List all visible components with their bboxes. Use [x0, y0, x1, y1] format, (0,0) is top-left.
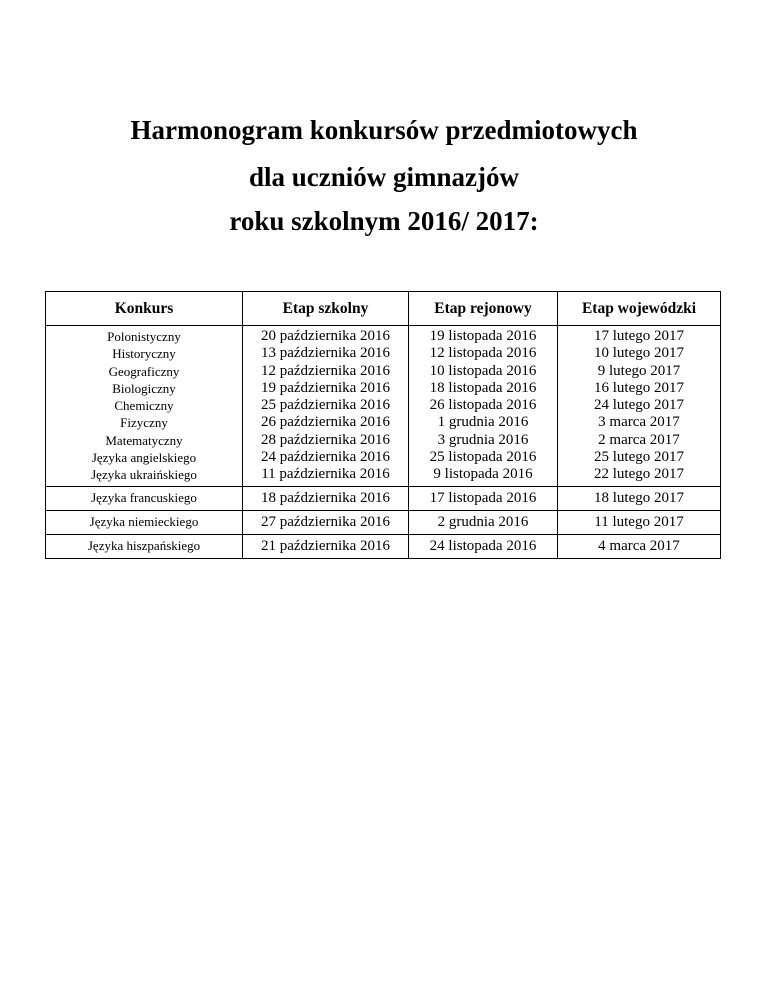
etap-rejonowy-value: 18 listopada 2016 — [429, 379, 537, 396]
konkurs-cell: Języka niemieckiego — [46, 510, 243, 534]
table-header-row — [46, 292, 721, 326]
header-etap-rejonowy: Etap rejonowy — [409, 292, 558, 326]
etap-wojewodzki-cell: 4 marca 2017 — [558, 534, 721, 558]
etap-rejonowy-value: 19 listopada 2016 — [429, 328, 537, 344]
etap-rejonowy-cell: 2 grudnia 2016 — [409, 510, 558, 534]
konkurs-cell-group — [46, 326, 243, 487]
etap-szkolny-value: 28 października 2016 — [260, 431, 391, 448]
etap-szkolny-value: 11 października 2016 — [261, 466, 390, 483]
header-etap-szkolny: Etap szkolny — [243, 292, 409, 326]
etap-wojewodzki-value: 25 lutego 2017 — [594, 449, 684, 466]
konkurs-value: Polonistyczny — [107, 329, 181, 344]
etap-szkolny-value: 12 października 2016 — [260, 362, 391, 379]
etap-rejonowy-value: 10 listopada 2016 — [429, 362, 537, 379]
etap-rejonowy-value: 25 listopada 2016 — [429, 449, 537, 466]
etap-rejonowy-value: 3 grudnia 2016 — [437, 431, 529, 448]
konkurs-value: Języka angielskiego — [91, 450, 197, 466]
etap-wojewodzki-value: 24 lutego 2017 — [594, 397, 684, 414]
etap-szkolny-value: 24 października 2016 — [260, 449, 391, 466]
etap-szkolny-cell: 27 października 2016 — [243, 510, 409, 534]
etap-szkolny-cell: 18 października 2016 — [243, 486, 409, 510]
etap-wojewodzki-value: 2 marca 2017 — [598, 431, 680, 448]
table-row — [46, 486, 721, 510]
table-row-group — [46, 326, 721, 487]
wojewodzki-cell-group — [558, 326, 721, 487]
etap-szkolny-value: 19 października 2016 — [260, 379, 391, 396]
etap-rejonowy-value: 1 grudnia 2016 — [437, 414, 529, 431]
konkurs-value: Fizyczny — [120, 415, 168, 431]
konkurs-value: Historyczny — [112, 346, 176, 362]
konkurs-cell: Języka francuskiego — [46, 486, 243, 510]
header-konkurs: Konkurs — [46, 292, 243, 326]
etap-szkolny-value: 20 października 2016 — [260, 328, 391, 344]
header-etap-wojewodzki: Etap wojewódzki — [558, 292, 721, 326]
etap-wojewodzki-value: 16 lutego 2017 — [594, 379, 684, 396]
konkurs-value: Chemiczny — [114, 398, 174, 414]
etap-rejonowy-cell: 17 listopada 2016 — [409, 486, 558, 510]
etap-wojewodzki-value: 22 lutego 2017 — [594, 466, 684, 483]
konkurs-value: Geograficzny — [108, 363, 180, 379]
etap-rejonowy-value: 12 listopada 2016 — [429, 345, 537, 362]
etap-szkolny-value: 25 października 2016 — [260, 397, 391, 414]
etap-wojewodzki-value: 10 lutego 2017 — [594, 345, 684, 362]
document-title-line-1: Harmonogram konkursów przedmiotowych — [130, 115, 638, 145]
etap-wojewodzki-cell: 18 lutego 2017 — [558, 486, 721, 510]
document-title-line-3: roku szkolnym 2016/ 2017: — [229, 206, 539, 236]
table-row — [46, 534, 721, 558]
schedule-table — [45, 291, 721, 559]
konkurs-value: Biologiczny — [112, 380, 176, 396]
rejonowy-cell-group — [409, 326, 558, 487]
konkurs-value: Matematyczny — [105, 432, 183, 448]
etap-rejonowy-value: 26 listopada 2016 — [429, 397, 537, 414]
etap-wojewodzki-value: 17 lutego 2017 — [594, 328, 684, 344]
table-row — [46, 510, 721, 534]
etap-rejonowy-cell: 24 listopada 2016 — [409, 534, 558, 558]
etap-wojewodzki-value: 3 marca 2017 — [598, 414, 680, 431]
szkolny-cell-group — [243, 326, 409, 487]
konkurs-value: Języka ukraińskiego — [91, 467, 197, 483]
etap-szkolny-value: 26 października 2016 — [260, 414, 391, 431]
etap-szkolny-cell: 21 października 2016 — [243, 534, 409, 558]
etap-rejonowy-value: 9 listopada 2016 — [433, 466, 533, 483]
document-title-line-2: dla uczniów gimnazjów — [249, 162, 519, 192]
etap-wojewodzki-cell: 11 lutego 2017 — [558, 510, 721, 534]
etap-szkolny-value: 13 października 2016 — [260, 345, 391, 362]
etap-wojewodzki-value: 9 lutego 2017 — [597, 362, 681, 379]
konkurs-cell: Języka hiszpańskiego — [46, 534, 243, 558]
